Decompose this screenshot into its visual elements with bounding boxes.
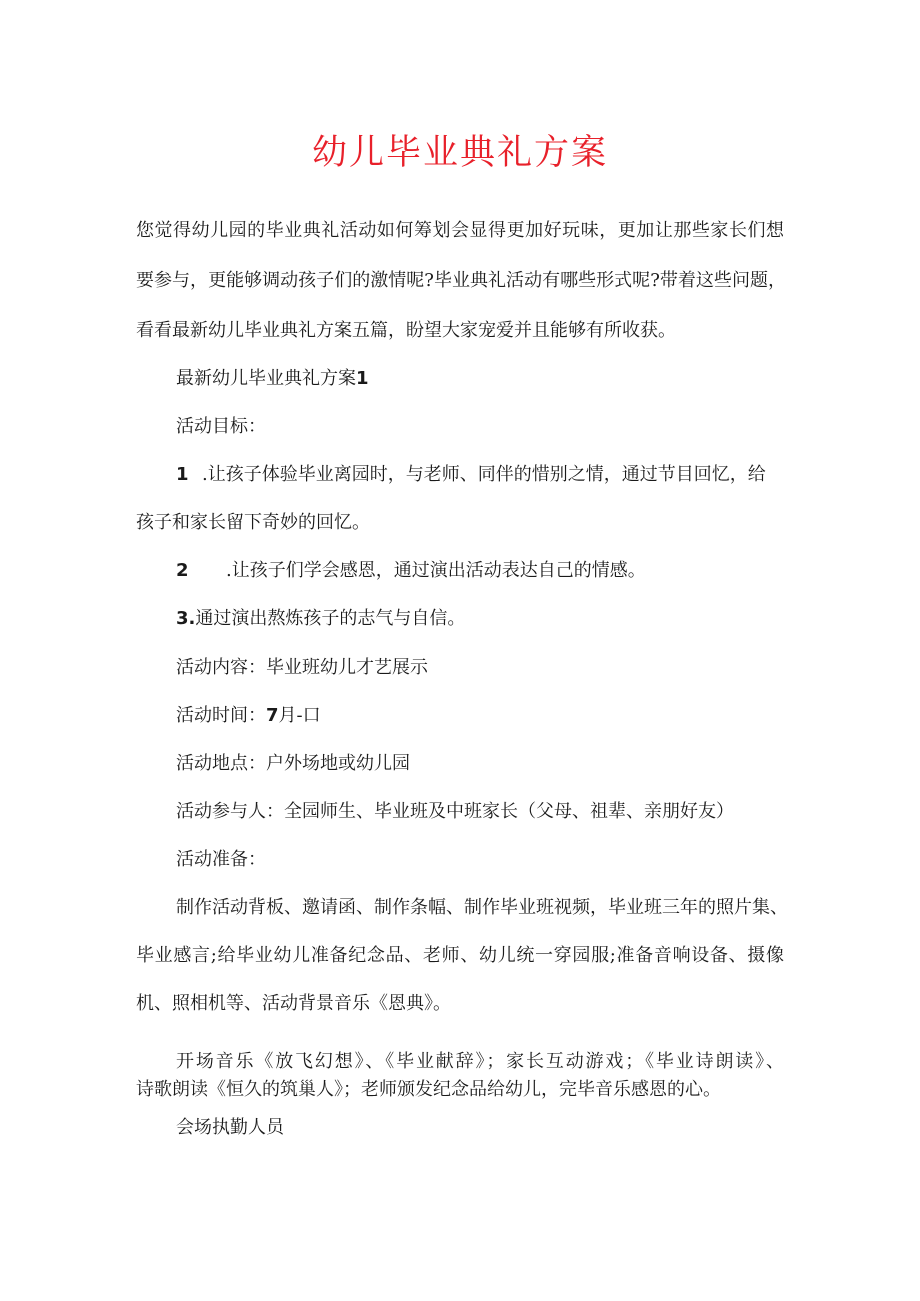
goal-1-continued: 孩子和家长留下奇妙的回忆。 bbox=[136, 512, 370, 533]
goal-3-number: 3. bbox=[176, 608, 196, 629]
goal-2-text: .让孩子们学会感恩，通过演出活动表达自己的情感。 bbox=[226, 560, 646, 581]
section-heading-number: 1 bbox=[356, 368, 369, 389]
prep-line-2: 毕业感言;给毕业幼儿准备纪念品、老师、幼儿统一穿园服;准备音响设备、摄像 bbox=[136, 945, 784, 966]
activity-time bbox=[176, 703, 321, 729]
goal-3 bbox=[176, 606, 465, 632]
intro-line-3: 看看最新幼儿毕业典礼方案五篇，盼望大家宠爱并且能够有所收获。 bbox=[136, 320, 676, 341]
prep-line-3: 机、照相机等、活动背景音乐《恩典》。 bbox=[136, 993, 451, 1014]
section-heading bbox=[176, 366, 369, 392]
goal-1-text: .让孩子体验毕业离园时，与老师、同伴的惜别之情，通过节目回忆，给 bbox=[202, 464, 766, 485]
program-line-1: 开场音乐《放飞幻想》、《毕业献辞》；家长互动游戏；《毕业诗朗读》、 bbox=[176, 1051, 784, 1072]
section-heading-text: 最新幼儿毕业典礼方案 bbox=[176, 368, 356, 389]
activity-time-label: 活动时间： bbox=[176, 705, 266, 726]
activity-participants: 活动参与人：全园师生、毕业班及中班家长（父母、祖辈、亲朋好友） bbox=[176, 801, 734, 822]
activity-time-number: 7 bbox=[266, 705, 279, 726]
activity-time-rest: 月-口 bbox=[278, 705, 321, 726]
goal-2 bbox=[176, 558, 646, 584]
program-line-2: 诗歌朗读《恒久的筑巢人》；老师颁发纪念品给幼儿，完毕音乐感恩的心。 bbox=[136, 1079, 721, 1100]
activity-place: 活动地点：户外场地或幼儿园 bbox=[176, 753, 410, 774]
goal-1-number: 1 bbox=[176, 464, 189, 485]
intro-line-1: 您觉得幼儿园的毕业典礼活动如何筹划会显得更加好玩味，更加让那些家长们想 bbox=[136, 220, 784, 241]
activity-content: 活动内容：毕业班幼儿才艺展示 bbox=[176, 657, 428, 678]
staff-label: 会场执勤人员 bbox=[176, 1117, 284, 1138]
goal-2-number: 2 bbox=[176, 560, 189, 581]
prep-label: 活动准备： bbox=[176, 849, 266, 870]
goal-3-text: 通过演出熬炼孩子的志气与自信。 bbox=[195, 608, 466, 629]
goal-1 bbox=[176, 462, 784, 488]
document-title: 幼儿毕业典礼方案 bbox=[311, 133, 608, 173]
goals-label: 活动目标： bbox=[176, 416, 266, 437]
prep-line-1: 制作活动背板、邀请函、制作条幅、制作毕业班视频，毕业班三年的照片集、 bbox=[176, 897, 788, 918]
intro-line-2: 要参与，更能够调动孩子们的激情呢?毕业典礼活动有哪些形式呢?带着这些问题， bbox=[136, 270, 786, 291]
